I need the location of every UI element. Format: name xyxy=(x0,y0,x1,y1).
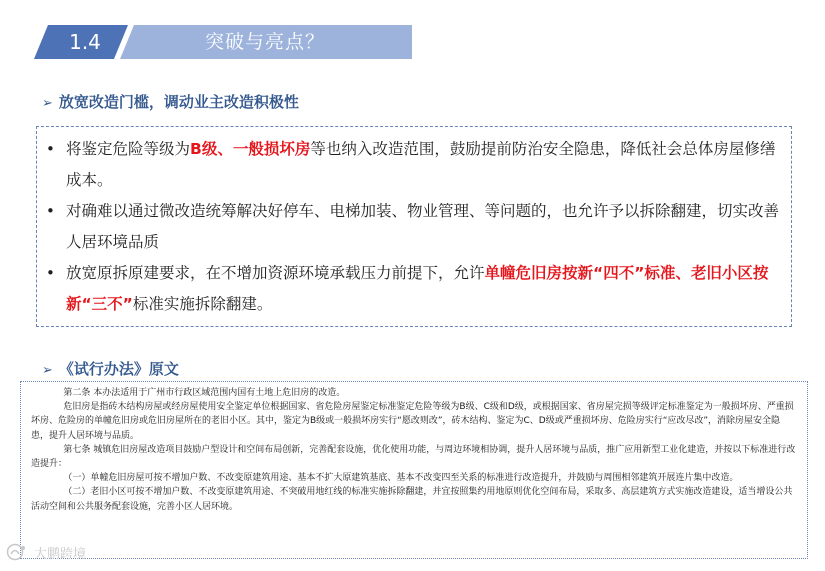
bullet-list xyxy=(36,134,792,320)
bullet-text: 对确难以通过微改造统筹解决好停车、电梯加装、物业管理、等问题的，也允许予以拆除翻建，切实改善人居环境品质 xyxy=(66,202,780,251)
bullet-text: 等也纳入改造范围，鼓励提前防治安全隐患，降低社会总体房屋修缮成本。 xyxy=(66,140,776,189)
arrow-right-icon: ➢ xyxy=(42,96,53,111)
bullet-item xyxy=(36,134,792,196)
highlight-text: B级、一般损坏房 xyxy=(190,140,311,158)
bullet-dot-icon: • xyxy=(46,202,55,220)
bullet-dot-icon: • xyxy=(46,264,55,282)
section-number: 1.4 xyxy=(69,30,101,54)
section2-heading xyxy=(42,359,179,381)
section1-title: 放宽改造门槛，调动业主改造积极性 xyxy=(58,93,299,111)
bullet-dot-icon: • xyxy=(46,140,55,158)
highlight-text: 单幢危旧房按新“四不”标准、老旧小区按新“三不” xyxy=(66,264,769,313)
bullet-text: 将鉴定危险等级为 xyxy=(66,140,191,158)
bullet-item xyxy=(36,196,792,258)
section1-heading xyxy=(42,92,299,114)
header-banner xyxy=(0,25,420,59)
regulation-paragraph: （二）老旧小区可按不增加户数、不改变原建筑用途、不突破用地红线的标准实施拆除翻建，并宜按照集约用地原则优化空间布局，采取多、高层建筑方式实施改造建设，适当增设公共活动空间和公共服务配套设施，完善小区人居环境。 xyxy=(31,487,793,512)
regulation-text-box xyxy=(20,381,808,559)
watermark-logo-icon xyxy=(6,543,28,561)
regulation-paragraph: （一）单幢危旧房屋可按不增加户数、不改变原建筑用途、基本不扩大原建筑基底、基本不改变四至关系的标准进行改造提升，并鼓励与周围相邻建筑开展连片集中改造。 xyxy=(63,473,739,484)
page-title: 突破与亮点？ xyxy=(204,31,325,53)
regulation-paragraph: 危旧房是指砖木结构房屋或经房屋使用安全鉴定单位根据国家、省危险房屋鉴定标准鉴定危险等级为B级、C级和D级，或根据国家、省房屋完损等级评定标准鉴定为一般损坏房、严重损坏房、危险房的单幢危旧房或危旧房屋所在的老旧小区。其中，鉴定为B级或一般损坏房实行“愿改则改”，砖木结构、鉴定为C、D级或严重损坏房、危险房实行“应改尽改”，消除房屋安全隐患，提升人居环境与品质。 xyxy=(31,402,794,441)
section2-title: 《试行办法》原文 xyxy=(58,360,179,378)
regulation-paragraph: 第七条 城镇危旧房屋改造项目鼓励户型设计和空间布局创新，完善配套设施，优化使用功能，与周边环境相协调，提升人居环境与品质，推广应用新型工业化建造，并按以下标准进行改造提升： xyxy=(31,444,796,470)
bullet-text: 放宽原拆原建要求，在不增加资源环境承载压力前提下，允许 xyxy=(66,264,485,282)
arrow-right-icon: ➢ xyxy=(42,363,53,378)
watermark xyxy=(6,541,86,563)
bullet-item xyxy=(36,258,792,320)
regulation-paragraph: 第二条 本办法适用于广州市行政区域范围内国有土地上危旧房的改造。 xyxy=(63,388,346,398)
bullet-text: 标准实施拆除翻建。 xyxy=(132,295,273,313)
watermark-text: 大鹏跨境 xyxy=(34,546,87,562)
